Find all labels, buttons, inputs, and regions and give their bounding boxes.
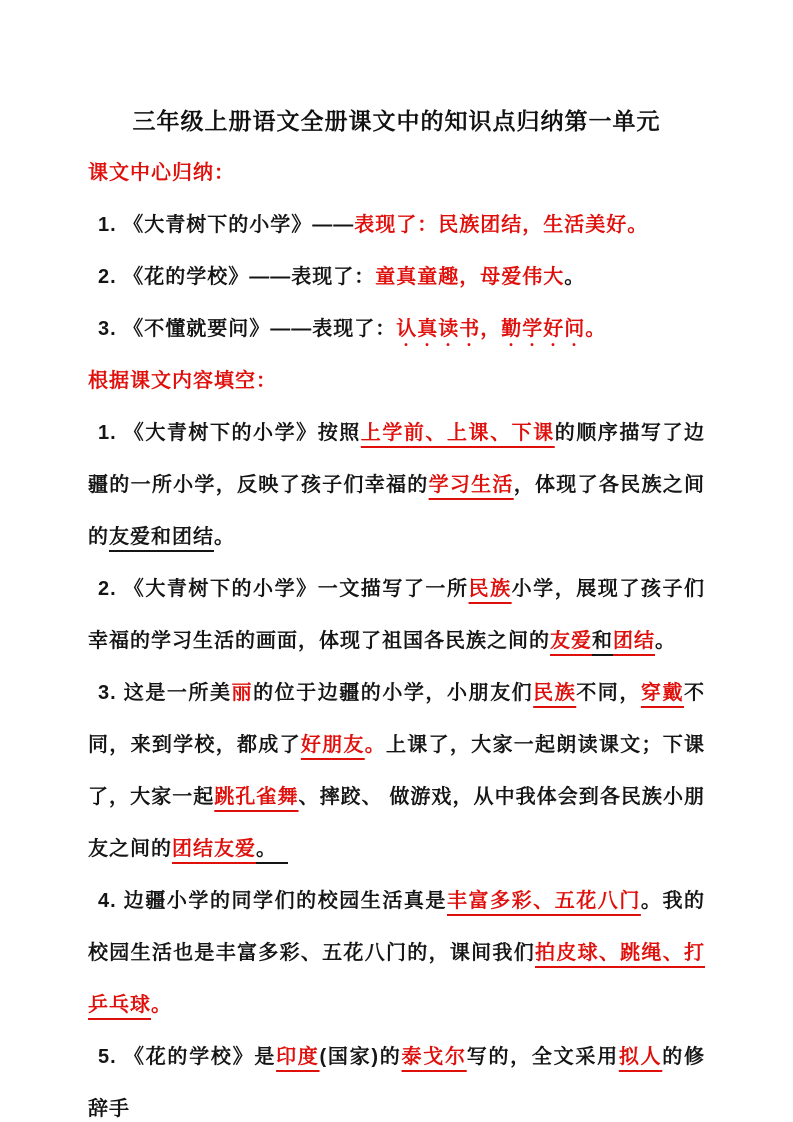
section-fill-in-blanks-heading: 根据课文内容填空： [88,370,277,392]
text-segment: 。 [151,994,172,1016]
text-segment: 的位于边疆的小学，小朋友们 [253,682,534,704]
text-segment: 跳孔雀舞 [214,786,299,808]
text-segment: 。我的校园生活也是丰富多彩、五花八门的，课间我们 [88,890,705,964]
summary-item-1 [88,199,705,251]
text-segment: 上课了，大家一起朗读课文；下课了，大家一起 [88,734,706,808]
text-segment: 写的，全文采用 [466,1046,619,1068]
text-segment: 表现了：民族团结，生活美好。 [354,214,649,236]
text-segment: 3. 《不懂就要问》——表现了： [98,318,397,340]
text-segment: 好朋友 [300,734,365,756]
text-segment: 。 [256,838,288,860]
text-segment: 学习生活 [428,474,514,496]
text-segment: 团结 [613,630,655,652]
text-segment: 5. 《花的学校》是 [98,1046,277,1068]
text-segment: 穿戴 [640,682,684,704]
text-segment: 友爱 [550,630,592,652]
text-segment: 印度 [276,1046,320,1068]
text-segment: 2. 《花的学校》——表现了： [98,266,376,288]
fill-paragraph-2 [88,563,705,667]
text-segment: 2. 《大青树下的小学》一文描写了一所 [98,578,469,600]
fill-paragraph-5 [88,1031,705,1122]
text-segment: 1. 《大青树下的小学》按照 [98,422,361,444]
text-segment: 不同， [576,682,641,704]
text-segment: ，体现了各民族之间的 [88,474,706,548]
text-segment: 。 [214,526,235,548]
text-segment: 团结友爱 [172,838,256,860]
text-segment: (国家)的 [319,1046,402,1068]
document-title: 三年级上册语文全册课文中的知识点归纳第一单元 [132,108,661,134]
text-segment: 友爱和团结 [109,526,214,548]
text-segment: 3. 这是一所美 [98,682,232,704]
text-segment: 拟人 [618,1046,663,1068]
fill-paragraph-4 [88,875,705,1031]
text-segment: 的修辞手 [88,1046,706,1120]
text-segment: 和 [592,630,613,652]
fill-paragraph-1 [88,407,705,563]
text-segment: 泰戈尔 [401,1046,467,1068]
summary-item-3 [88,303,705,355]
text-segment: 。 [364,734,387,756]
text-segment: 丽 [231,682,254,704]
section-fill-in-blanks [88,355,705,1122]
section-lesson-summary-heading: 课文中心归纳： [88,162,235,184]
text-segment: 丰富多彩、五花八门 [446,890,641,912]
text-segment: 上学前、上课、下课 [360,422,555,444]
text-segment: 民族 [533,682,577,704]
text-segment: 不同，来到学校，都成了 [88,682,705,756]
text-segment: 1. 《大青树下的小学》—— [98,214,355,236]
section-lesson-summary [88,147,705,355]
text-segment: 。 [655,630,676,652]
fill-paragraph-3 [88,667,705,875]
text-segment: 民族 [468,578,512,600]
text-segment: 小学，展现了孩子们幸福的学习生活的画面，体现了祖国各民族之间的 [88,578,705,652]
text-segment: 认真读书，勤学好问。 [396,318,607,340]
text-segment: 。 [564,266,586,288]
text-segment: 童真童趣，母爱伟大 [375,266,565,288]
text-segment: 、摔跤、 做游戏，从中我体会到各民族小朋友之间的 [88,786,706,860]
text-segment: 的顺序描写了边疆的一所小学，反映了孩子们幸福的 [88,422,705,496]
text-segment: 拍皮球、跳绳、打乒乓球 [88,942,706,1016]
text-segment: 4. 边疆小学的同学们的校园生活真是 [98,890,447,912]
summary-item-2 [88,251,705,303]
